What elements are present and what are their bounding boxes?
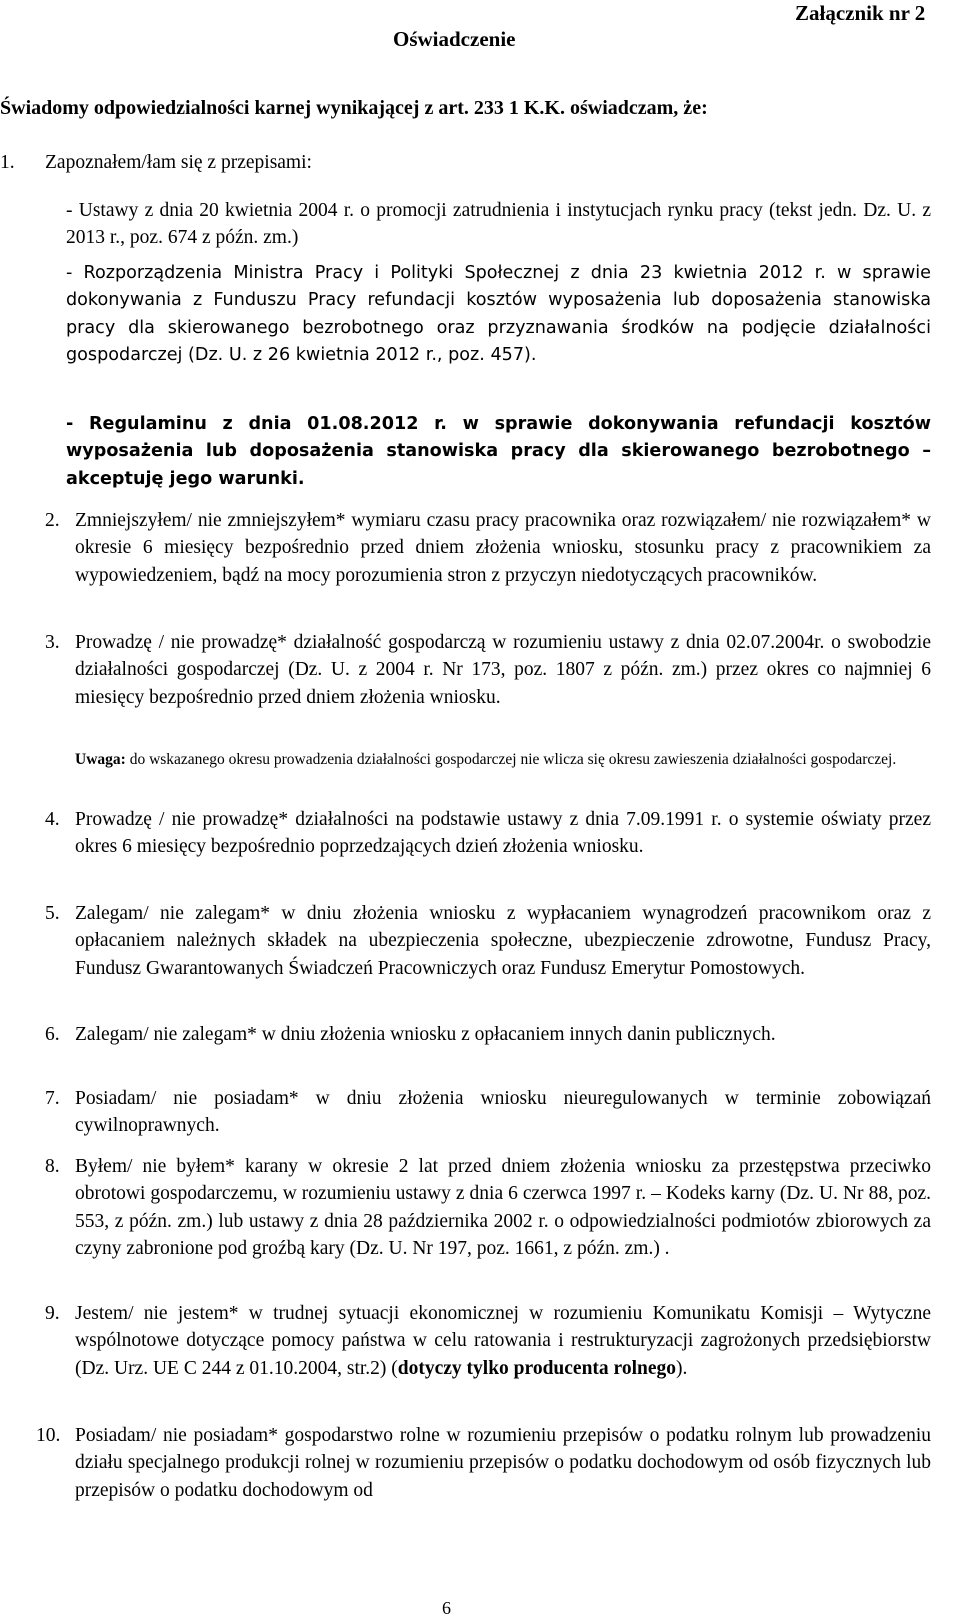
item-6-number: 6. bbox=[45, 1024, 60, 1045]
item-1-text: Zapoznałem/łam się z przepisami: bbox=[45, 152, 312, 173]
item-7-number: 7. bbox=[45, 1088, 60, 1109]
item-8-text: Byłem/ nie byłem* karany w okresie 2 lat przed dniem złożenia wniosku za przestępstwa przeciwko obrotowi gospodarczemu, w rozumieniu ustawy z dnia 6 czerwca 1997 r. – Kodeks karny (Dz. U. Nr 88, poz. 553, z późn. zm.) lub ustawy z dnia 28 października 2002 r. o odpowiedzialności podmiotów zbiorowych za czyny zabronione pod groźbą kary (Dz. U. Nr 197, poz. 1661, z późn. zm.) . bbox=[75, 1156, 931, 1260]
item-4-number: 4. bbox=[45, 809, 60, 830]
item-9-bold: dotyczy tylko producenta rolnego bbox=[397, 1357, 677, 1379]
item-10-text: Posiadam/ nie posiadam* gospodarstwo rolne w rozumieniu przepisów o podatku rolnym lub prowadzeniu działu specjalnego produkcji rolnej w rozumieniu przepisów o podatku dochodowym od osób fizycznych lub przepisów o podatku dochodowym od bbox=[75, 1425, 931, 1501]
item-9-text bbox=[75, 1300, 931, 1382]
item-10-number: 10. bbox=[36, 1425, 61, 1446]
item-1-number: 1. bbox=[0, 152, 15, 173]
item-5-number: 5. bbox=[45, 903, 60, 924]
item-2-text: Zmniejszyłem/ nie zmniejszyłem* wymiaru czasu pracy pracownika oraz rozwiązałem/ nie rozwiązałem* w okresie 6 miesięcy bezpośrednio przed dniem złożenia wniosku, stosunku pracy z pracownikiem za wypowiedzeniem, bądź na mocy porozumienia stron z przyczyn niedotyczących pracowników. bbox=[75, 510, 931, 586]
item-2-number: 2. bbox=[45, 510, 60, 531]
law-2-text: - Rozporządzenia Ministra Pracy i Polityki Społecznej z dnia 23 kwietnia 2012 r. w sprawie dokonywania z Funduszu Pracy refundacji kosztów wyposażenia lub doposażenia stanowiska pracy dla skierowanego bezrobotnego oraz przyznawania środków na podjęcie działalności gospodarczej (Dz. U. z 26 kwietnia 2012 r., poz. 457). bbox=[66, 263, 931, 366]
item-9-body: Jestem/ nie jestem* w trudnej sytuacji ekonomicznej w rozumieniu Komunikatu Komisji – Wytyczne wspólnotowe dotyczące pomocy państwa w celu ratowania i restrukturyzacji zagrożonych przedsiębiorstw (Dz. Urz. UE C 244 z 01.10.2004, str.2) ( bbox=[75, 1303, 931, 1379]
item-5-text: Zalegam/ nie zalegam* w dniu złożenia wniosku z wypłacaniem wynagrodzeń pracownikom oraz z opłacaniem należnych składek na ubezpieczenia społeczne, ubezpieczenie zdrowotne, Fundusz Pracy, Fundusz Gwarantowanych Świadczeń Pracowniczych oraz Fundusz Emerytur Pomostowych. bbox=[75, 903, 931, 979]
note-label: Uwaga: bbox=[75, 751, 126, 768]
item-3-note bbox=[75, 748, 931, 771]
item-3-text: Prowadzę / nie prowadzę* działalność gospodarczą w rozumieniu ustawy z dnia 02.07.2004r. o swobodzie działalności gospodarczej (Dz. U. z 2004 r. Nr 173, poz. 1807 z późn. zm.) przez okres co najmniej 6 miesięcy bezpośrednio przed dniem złożenia wniosku. bbox=[75, 632, 931, 708]
item-9-number: 9. bbox=[45, 1303, 60, 1324]
law-1-text: - Ustawy z dnia 20 kwietnia 2004 r. o promocji zatrudnienia i instytucjach rynku pracy (tekst jedn. Dz. U. z 2013 r., poz. 674 z późn. zm.) bbox=[66, 200, 931, 249]
item-9-end: ). bbox=[676, 1357, 688, 1379]
law-3-text: - Regulaminu z dnia 01.08.2012 r. w sprawie dokonywania refundacji kosztów wyposażenia lub doposażenia stanowiska pracy dla skierowanego bezrobotnego – akceptuję jego warunki. bbox=[66, 414, 931, 489]
item-7-text: Posiadam/ nie posiadam* w dniu złożenia wniosku nieuregulowanych w terminie zobowiązań cywilnoprawnych. bbox=[75, 1088, 931, 1137]
item-4-text: Prowadzę / nie prowadzę* działalności na podstawie ustawy z dnia 7.09.1991 r. o systemie oświaty przez okres 6 miesięcy bezpośrednio poprzedzających dzień złożenia wniosku. bbox=[75, 809, 931, 858]
item-6-text: Zalegam/ nie zalegam* w dniu złożenia wniosku z opłacaniem innych danin publicznych. bbox=[75, 1024, 776, 1045]
note-text: do wskazanego okresu prowadzenia działalności gospodarczej nie wlicza się okresu zawieszenia działalności gospodarczej. bbox=[129, 751, 897, 768]
annex-label: Załącznik nr 2 bbox=[795, 1, 926, 25]
intro-statement: Świadomy odpowiedzialności karnej wynikającej z art. 233 1 K.K. oświadczam, że: bbox=[0, 97, 708, 119]
page-number: 6 bbox=[442, 1598, 451, 1618]
item-8-number: 8. bbox=[45, 1156, 60, 1177]
item-3-number: 3. bbox=[45, 632, 60, 653]
page-title: Oświadczenie bbox=[393, 27, 516, 51]
